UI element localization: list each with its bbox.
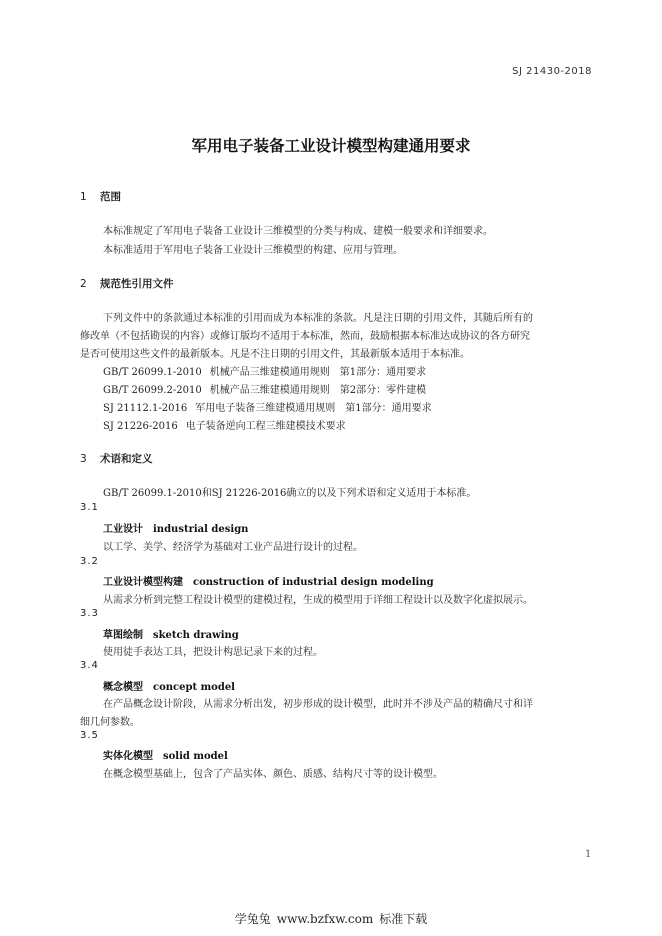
reference-item (103, 399, 432, 414)
footer-label: 标准下载 (379, 912, 428, 926)
reference-item (103, 417, 346, 432)
reference-code: SJ 21112.1-2016 (103, 403, 188, 414)
clause-number: 3.2 (80, 556, 99, 567)
reference-title: 机械产品三维建模通用规则 第2部分：零件建模 (209, 385, 427, 396)
reference-code: GB/T 26099.1-2010 (103, 367, 202, 378)
term-entry (103, 520, 248, 535)
paragraph: 本标准规定了军用电子装备工业设计三维模型的分类与构成、建模一般要求和详细要求。 (103, 226, 493, 237)
term-entry (103, 747, 228, 762)
term-entry (103, 626, 239, 641)
section-title: 范围 (100, 191, 121, 203)
reference-title: 机械产品三维建模通用规则 第1部分：通用要求 (209, 367, 427, 378)
paragraph: GB/T 26099.1-2010和SJ 21226-2016确立的以及下列术语和定义适用于本标准。 (103, 488, 477, 499)
reference-title: 电子装备逆向工程三维建模技术要求 (185, 421, 346, 432)
term-definition: 以工学、美学、经济学为基础对工业产品进行设计的过程。 (103, 542, 363, 553)
term-definition: 在产品概念设计阶段，从需求分析出发，初步形成的设计模型，此时并不涉及产品的精确尺寸和详 (103, 699, 533, 710)
section-number: 3 (80, 453, 87, 465)
reference-title: 军用电子装备三维建模通用规则 第1部分：通用要求 (195, 403, 432, 414)
paragraph-line: 修改单（不包括勘误的内容）或修订版均不适用于本标准，然而，鼓励根据本标准达成协议的各方研究 (80, 331, 530, 342)
term-chinese: 工业设计 (103, 524, 143, 535)
term-definition: 在概念模型基础上，包含了产品实体、颜色、质感、结构尺寸等的设计模型。 (103, 769, 443, 780)
term-chinese: 实体化模型 (103, 751, 153, 762)
term-definition: 使用徒手表达工具，把设计构思记录下来的过程。 (103, 647, 323, 658)
reference-code: GB/T 26099.2-2010 (103, 385, 202, 396)
term-english: construction of industrial design modeling (193, 577, 434, 588)
section-heading-2 (80, 276, 174, 291)
footer-watermark (0, 910, 662, 927)
reference-item (103, 381, 426, 396)
paragraph-line: 是否可使用这些文件的最新版本。凡是不注日期的引用文件，其最新版本适用于本标准。 (80, 349, 470, 360)
footer-url[interactable]: www.bzfxw.com (276, 912, 374, 926)
reference-code: SJ 21226-2016 (103, 421, 178, 432)
section-heading-1 (80, 189, 121, 204)
term-english: solid model (163, 751, 228, 762)
document-title: 军用电子装备工业设计模型构建通用要求 (191, 137, 471, 155)
paragraph-line: 下列文件中的条款通过本标准的引用而成为本标准的条款。凡是注日期的引用文件，其随后所有的 (103, 313, 533, 324)
section-number: 2 (80, 278, 87, 290)
paragraph: 本标准适用于军用电子装备工业设计三维模型的构建、应用与管理。 (103, 245, 403, 256)
section-title: 术语和定义 (100, 453, 153, 465)
term-chinese: 草图绘制 (103, 630, 143, 641)
term-english: industrial design (153, 524, 249, 535)
reference-item (103, 363, 426, 378)
clause-number: 3.1 (80, 502, 99, 513)
term-chinese: 工业设计模型构建 (103, 577, 183, 588)
term-entry (103, 678, 235, 693)
section-heading-3 (80, 451, 153, 466)
page-number: 1 (585, 849, 592, 860)
term-chinese: 概念模型 (103, 682, 143, 693)
section-number: 1 (80, 191, 87, 203)
clause-number: 3.3 (80, 608, 99, 619)
term-definition: 从需求分析到完整工程设计模型的建模过程，生成的模型用于详细工程设计以及数字化虚拟展示。 (103, 595, 533, 606)
standard-code: SJ 21430-2018 (512, 66, 592, 77)
clause-number: 3.4 (80, 660, 99, 671)
section-title: 规范性引用文件 (100, 278, 174, 290)
term-definition: 细几何参数。 (80, 717, 140, 728)
term-english: concept model (153, 682, 235, 693)
footer-site-name: 学兔兔 (234, 912, 271, 926)
term-english: sketch drawing (153, 630, 239, 641)
term-entry (103, 573, 434, 588)
clause-number: 3.5 (80, 730, 99, 741)
